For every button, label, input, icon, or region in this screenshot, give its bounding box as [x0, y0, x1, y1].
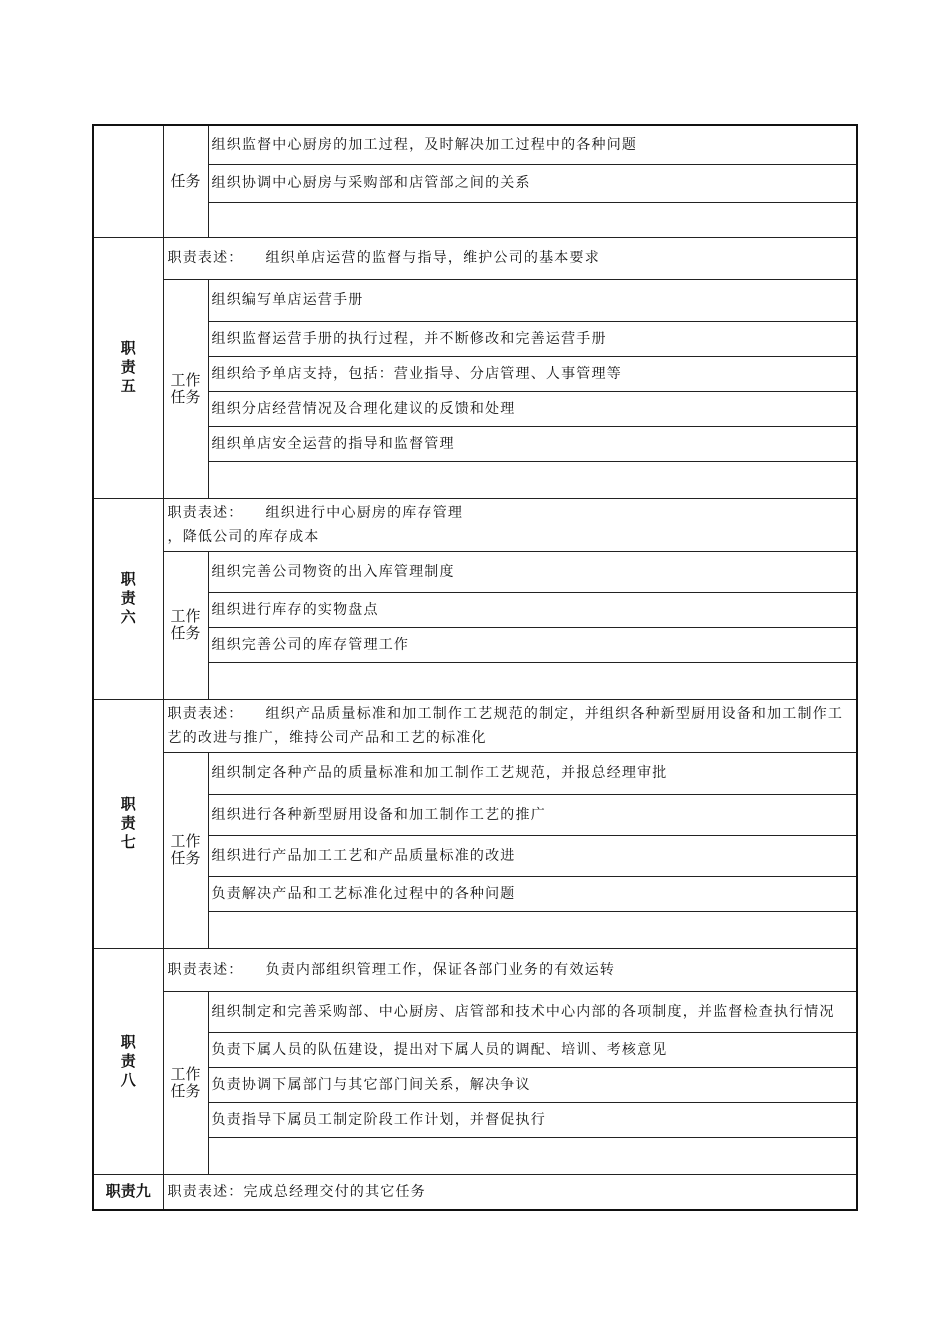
task-cell: 组织单店安全运营的指导和监督管理: [208, 426, 857, 461]
description-cell: [163, 237, 857, 279]
responsibility-title-cell: [93, 498, 163, 699]
responsibility-title-cell: [93, 699, 163, 948]
responsibility-table: [92, 124, 858, 1211]
task-type-cell: [163, 279, 208, 498]
task-cell: 组织完善公司的库存管理工作: [208, 627, 857, 662]
responsibility-title-cell: [93, 1174, 163, 1210]
task-cell: [208, 662, 857, 699]
task-cell: 组织制定各种产品的质量标准和加工制作工艺规范，并报总经理审批: [208, 752, 857, 794]
responsibility-title: 职责七: [120, 795, 136, 851]
task-type-cell: [163, 551, 208, 699]
description-text: 完成总经理交付的其它任务: [243, 1183, 426, 1200]
responsibility-title: 职责五: [120, 339, 136, 395]
task-cell: 负责解决产品和工艺标准化过程中的各种问题: [208, 876, 857, 911]
task-type-label: 工作任务: [170, 607, 201, 642]
task-cell: 组织进行产品加工工艺和产品质量标准的改进: [208, 835, 857, 876]
description-cell: [163, 498, 857, 551]
task-cell: 组织协调中心厨房与采购部和店管部之间的关系: [208, 164, 857, 202]
task-type-cell: [163, 125, 208, 237]
task-cell: 负责下属人员的队伍建设，提出对下属人员的调配、培训、考核意见: [208, 1032, 857, 1067]
description-label: 职责表述：: [167, 1183, 244, 1200]
task-cell: 组织给予单店支持，包括：营业指导、分店管理、人事管理等: [208, 356, 857, 391]
description-text-line2: ，降低公司的库存成本: [167, 528, 320, 545]
description-label: 职责表述：: [167, 250, 244, 266]
task-type-cell: [163, 991, 208, 1174]
responsibility-title: 职责六: [120, 570, 136, 626]
description-text: 负责内部组织管理工作，保证各部门业务的有效运转: [265, 961, 616, 978]
task-cell: 负责指导下属员工制定阶段工作计划，并督促执行: [208, 1102, 857, 1137]
task-cell: 组织制定和完善采购部、中心厨房、店管部和技术中心内部的各项制度，并监督检查执行情况: [208, 991, 857, 1032]
task-cell: [208, 1137, 857, 1174]
task-type-label: 工作任务: [170, 370, 201, 406]
task-cell: 组织监督运营手册的执行过程，并不断修改和完善运营手册: [208, 321, 857, 356]
responsibility-title: 职责九: [105, 1182, 151, 1201]
task-cell: 组织进行库存的实物盘点: [208, 592, 857, 627]
task-type-cell: [163, 752, 208, 948]
responsibility-title: 职责八: [120, 1032, 136, 1089]
description-label: 职责表述：: [167, 504, 244, 521]
task-type-label: 工作任务: [170, 1064, 201, 1100]
task-cell: 组织分店经营情况及合理化建议的反馈和处理: [208, 391, 857, 426]
description-cell: [163, 699, 857, 752]
task-cell: 组织监督中心厨房的加工过程，及时解决加工过程中的各种问题: [208, 125, 857, 164]
description-cell: [163, 948, 857, 991]
responsibility-title-cell: [93, 237, 163, 498]
task-cell: 组织进行各种新型厨用设备和加工制作工艺的推广: [208, 794, 857, 835]
description-text: 组织单店运营的监督与指导，维护公司的基本要求: [265, 250, 600, 266]
task-type-label: 工作任务: [170, 832, 201, 867]
task-cell: 负责协调下属部门与其它部门间关系，解决争议: [208, 1067, 857, 1102]
task-cell: [208, 911, 857, 948]
description-text: 组织进行中心厨房的库存管理: [265, 504, 464, 521]
task-cell: 组织完善公司物资的出入库管理制度: [208, 551, 857, 592]
task-cell: [208, 202, 857, 237]
responsibility-title-cell: [93, 125, 163, 237]
responsibility-title-cell: [93, 948, 163, 1174]
description-text: 组织产品质量标准和加工制作工艺规范的制定，并组织各种新型厨用设备和加工制作工艺的改进与推广，维持公司产品和工艺的标准化: [167, 705, 844, 746]
description-cell: [163, 1174, 857, 1210]
task-type-label: 任务: [170, 171, 201, 190]
description-label: 职责表述：: [167, 961, 244, 978]
description-label: 职责表述：: [167, 705, 244, 722]
task-cell: 组织编写单店运营手册: [208, 279, 857, 321]
task-cell: [208, 461, 857, 498]
